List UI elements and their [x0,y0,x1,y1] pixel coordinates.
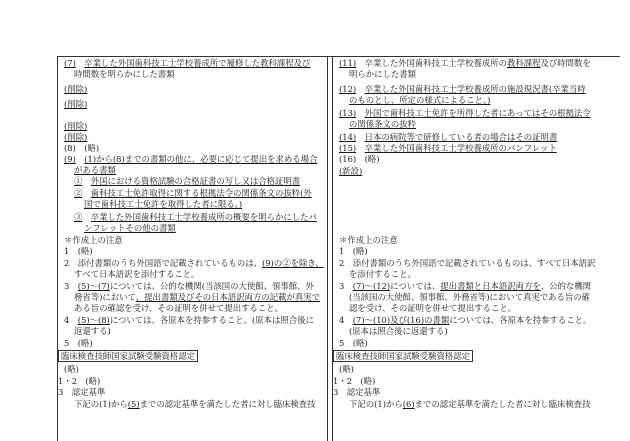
item-7-cont: 時間数を明らかにした書類 [74,69,175,79]
item-text: 教科課程 [506,58,541,68]
item-12-cont: のものとし、所定の様式によること。) [349,95,491,105]
note-text: 3 [339,281,353,291]
criteria-part: 下記の(1)から [349,399,403,409]
note-4-cont: 返還する) [74,326,111,336]
notes-heading: ＊作成上の注意 [339,235,398,245]
criteria-part: までの認定基準を満たした者に対し臨床検査技 [414,399,591,409]
item-text: 及び時間数を [540,58,591,68]
item-text: 日本の病院等で研修している者の場合はその証明書 [364,132,558,142]
note-2-cont: を添付すること。 [349,269,416,279]
abbrev-line: (略) [64,364,79,374]
note-text: (5)～(8) [77,315,110,325]
subitem-number: ③ [74,212,83,222]
item-number: (9) [64,154,76,164]
criteria-text [349,399,591,409]
criteria-part: 下記の(1)から [74,399,128,409]
criteria-part: までの認定基準を満たした者に対し臨床検査技 [139,399,316,409]
item-13-cont: の関係条文の抜粋 [349,119,416,129]
item-14 [339,132,557,142]
subitem-text: 卒業した外国歯科技工士学校養成所の概要を明らかにしたパ [90,212,317,222]
note-text: 務省等)において [74,292,136,302]
note-text: (5)～(7) [77,281,110,291]
item-text: (1)から(8)までの書類の他に、必要に応じて提出を求める場合 [84,154,318,164]
note-text: については、各原本を持参すること。 [449,315,592,325]
note-3 [339,281,591,291]
deleted-line: (削除) [64,84,88,94]
abbrev-line: (略) [339,364,354,374]
item-number: (7) [64,58,76,68]
subitem-3 [74,212,317,222]
note-4 [64,315,314,325]
deleted-line: (削除) [64,99,88,109]
item-number: (13) [339,108,357,118]
item-text: 外国で歯科技工士免許を所得した者にあってはその根拠法令 [364,108,591,118]
note-3-cont: (当該国の大使館、領事館、外務省等)において真実である旨の確 [349,292,591,302]
subitem-2 [74,188,312,198]
note-5: 5 (略) [64,338,93,348]
note-1: 1 (略) [339,246,368,256]
note-text: (9)の②を除き、 [261,258,324,268]
subitem-1 [74,176,300,186]
note-text: 提出書類と日本語訳両方を [440,281,541,291]
note-text: 2 添付書類のうち外国語で記載されているものは、 [64,258,262,268]
criteria-heading: 3 認定基準 [333,387,381,397]
item-text: 卒業した外国歯科技工士学校養成所のパンフレット [364,143,557,153]
deleted-line: (削除) [64,121,88,131]
item-7 [64,58,310,68]
note-text: については、 [390,281,441,291]
note-3 [64,281,314,291]
section-title-box: 臨床検査技師国家試験受験資格認定 [333,350,473,362]
note-3-cont: ある旨の確認を受け、その証明を併せて提出すること。 [74,303,284,313]
criteria-text [74,399,316,409]
note-text: については、各原本を持参すること。(原本は照合後に [109,315,314,325]
note-4 [339,315,591,325]
item-13 [339,108,591,118]
subitem-text: 歯科技工士免許取得に関する根拠法令の関係条文の抜粋(外 [90,188,312,198]
note-5: 5 (略) [339,338,368,348]
item-number: (14) [339,132,357,142]
item-12 [339,84,586,94]
note-text: (7)～(10)及び(16)の書類 [352,315,450,325]
subitem-number: ① [74,176,83,186]
item-text: 卒業した外国歯科技工士学校養成所の施設現況書(卒業当時 [364,84,586,94]
item-text: 及び [293,58,311,68]
item-9-cont: がある書類 [74,165,116,175]
note-text: 4 [339,315,353,325]
items-1-2: 1・2 (略) [333,376,376,386]
item-number: (12) [339,84,357,94]
item-8: (8) (略) [64,143,100,153]
subitem-text: 外国における資格試験の合格証書の写し又は合格証明書 [90,176,301,186]
comparison-table [57,56,620,441]
item-11-cont: 明らかにした書類 [349,69,416,79]
deleted-line: (削除) [64,132,88,142]
item-11 [339,58,591,68]
note-text: 3 [64,281,78,291]
column-current [332,56,602,441]
new-line: (新設) [339,166,363,176]
items-1-2: 1・2 (略) [58,376,101,386]
item-15 [339,143,557,153]
item-text: で履修した教科課程 [218,58,294,68]
section-title-box: 臨床検査技師国家試験受験資格認定 [58,350,198,362]
item-9 [64,154,317,164]
item-number: (15) [339,143,357,153]
note-1: 1 (略) [64,246,93,256]
subitem-2-cont: 国で歯科技工士免許を取得した者に限る。) [84,199,243,209]
note-3-cont: 認を受け、その証明を併せて提出すること。 [349,303,517,313]
note-2 [64,258,324,268]
note-text: (7)～(12) [352,281,391,291]
note-text: については、公的な機関(当該国の大使館、領事館、外 [109,281,314,291]
note-4-cont: (原本は照合後に返還する) [349,326,448,336]
notes-heading: ＊作成上の注意 [64,235,123,245]
note-3-cont [74,292,320,302]
item-number: (11) [339,58,357,68]
criteria-heading: 3 認定基準 [58,387,106,397]
note-2-cont: すべて日本語訳を添付すること。 [74,269,200,279]
note-2: 2 添付書類のうち外国語で記載されているものは、すべて日本語訳 [339,258,596,268]
item-text: 卒業した外国歯科技工士学校養成所 [84,58,219,68]
note-text: 4 [64,315,78,325]
item-text: 卒業した外国歯科技工士学校養成所の [364,58,507,68]
note-text: 、提出書類及びその日本語訳両方の記載が真実で [135,292,320,302]
note-text: 、公的な機関 [540,281,591,291]
subitem-3-cont: ンフレットその他の書類 [84,223,176,233]
column-revised [57,56,328,441]
criteria-part: (6) [402,399,415,409]
subitem-number: ② [74,188,83,198]
item-16: (16) (略) [339,154,380,164]
criteria-part: (5) [127,399,140,409]
